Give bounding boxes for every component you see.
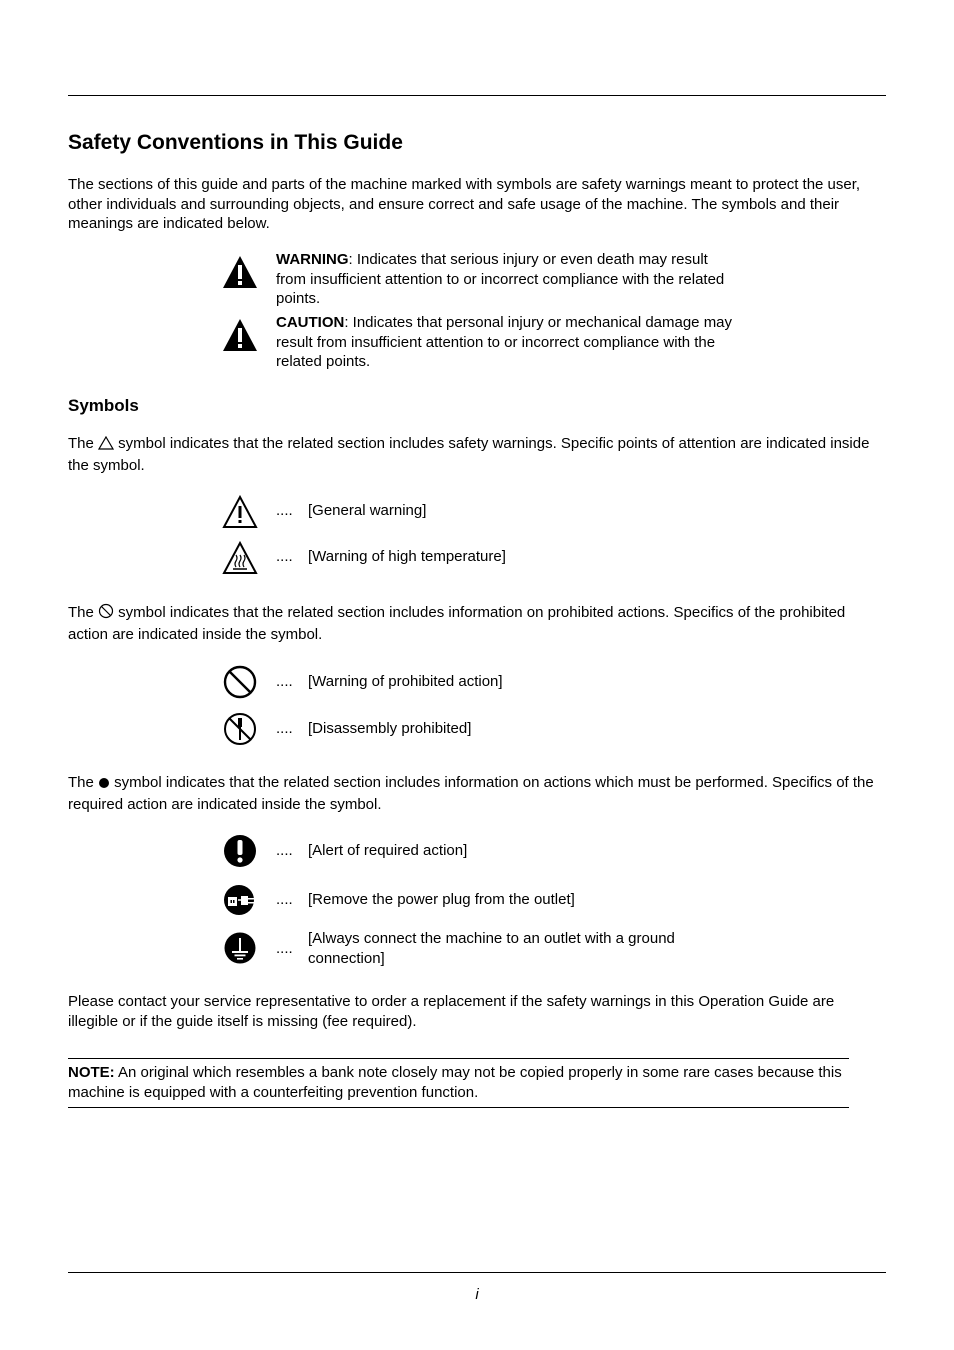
para-text: symbol indicates that the related section includes safety warnings. Specific points of attention are indicated inside the symbol. (68, 435, 870, 474)
symbol-label-general-warning: [General warning] (308, 502, 427, 519)
warning-text: : Indicates that serious injury or even death may result from insufficient attention to or incorrect compliance with the related points. (276, 251, 725, 307)
dots: .... (276, 940, 293, 957)
page-number: i (475, 1286, 479, 1303)
bottom-rule (68, 1272, 886, 1273)
high-temperature-warning-icon (222, 540, 258, 576)
outline-triangle-icon (98, 436, 114, 456)
page-title: Safety Conventions in This Guide (68, 131, 403, 154)
intro-paragraph: The sections of this guide and parts of the machine marked with symbols are safety warnings meant to protect the user, other individuals and surrounding objects, and ensure correct and safe usage of the machine. The symbols and their meanings are indicated below. (68, 176, 861, 232)
prohibited-symbol-paragraph (68, 603, 886, 644)
top-rule (68, 95, 886, 96)
para-text: The (68, 435, 99, 452)
prohibition-circle-icon (98, 603, 114, 625)
note-bottom-rule (68, 1107, 849, 1108)
warning-description (276, 250, 738, 309)
required-symbol-paragraph (68, 773, 886, 814)
para-text: The (68, 604, 99, 621)
note-paragraph (68, 1063, 878, 1102)
general-warning-icon (222, 494, 258, 530)
symbol-label-disassembly-prohibited: [Disassembly prohibited] (308, 720, 472, 737)
note-label: NOTE: (68, 1064, 115, 1081)
symbol-label-prohibited-action: [Warning of prohibited action] (308, 673, 503, 690)
para-text: The (68, 774, 99, 791)
para-text: symbol indicates that the related section includes information on actions which must be performed. Specifics of the required action are indicated inside the symbol. (68, 774, 874, 813)
note-top-rule (68, 1058, 849, 1059)
symbols-heading: Symbols (68, 396, 139, 415)
caution-triangle-icon (222, 317, 258, 353)
warning-triangle-icon (222, 254, 258, 290)
dots: .... (276, 548, 293, 565)
dots: .... (276, 842, 293, 859)
dots: .... (276, 502, 293, 519)
symbol-label-remove-power-plug: [Remove the power plug from the outlet] (308, 891, 575, 908)
symbol-label-required-action: [Alert of required action] (308, 842, 468, 859)
disassembly-prohibited-icon (222, 711, 258, 747)
note-text: An original which resembles a bank note closely may not be copied properly in some rare cases because this machine is equipped with a counterfeiting prevention function. (68, 1064, 842, 1101)
remove-power-plug-icon (222, 882, 258, 918)
caution-description (276, 313, 738, 372)
contact-paragraph: Please contact your service representative to order a replacement if the safety warnings in this Operation Guide are illegible or if the guide itself is missing (fee required). (68, 993, 835, 1030)
para-text: symbol indicates that the related section includes information on prohibited actions. Specifics of the prohibited action are indicated inside the symbol. (68, 604, 846, 643)
required-action-icon (222, 833, 258, 869)
symbol-label-high-temperature: [Warning of high temperature] (308, 548, 506, 565)
warning-label: WARNING (276, 251, 349, 268)
caution-label: CAUTION (276, 314, 345, 331)
prohibited-action-icon (222, 664, 258, 700)
ground-connection-icon (222, 930, 258, 966)
dots: .... (276, 673, 293, 690)
triangle-symbol-paragraph (68, 434, 886, 475)
filled-circle-icon (98, 775, 110, 795)
dots: .... (276, 720, 293, 737)
caution-text: : Indicates that personal injury or mechanical damage may result from insufficient attention to or incorrect compliance with the related points. (276, 314, 733, 370)
symbol-label-ground-connection: [Always connect the machine to an outlet with a ground connection] (308, 930, 675, 967)
dots: .... (276, 891, 293, 908)
